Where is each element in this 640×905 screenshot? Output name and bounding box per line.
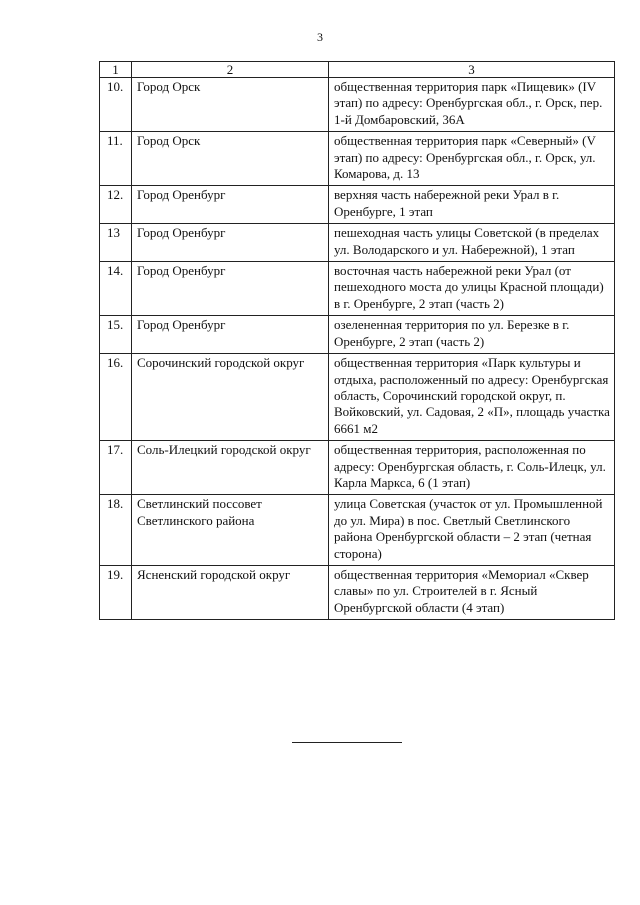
page-number: 3 [317,30,323,44]
row-object: общественная территория «Мемориал «Сквер славы» по ул. Строителей в г. Ясный Оренбургской области (4 этап) [329,565,615,619]
row-number: 18. [100,495,132,566]
row-number: 15. [100,316,132,354]
row-municipality: Город Орск [132,78,329,132]
row-municipality: Город Оренбург [132,186,329,224]
row-number: 10. [100,78,132,132]
column-header-object: 3 [329,62,615,78]
row-municipality: Соль-Илецкий городской округ [132,441,329,495]
row-municipality: Светлинский поссовет Светлинского района [132,495,329,566]
table-row [100,78,615,132]
table-row [100,354,615,441]
column-header-municipality: 2 [132,62,329,78]
column-header-number: 1 [100,62,132,78]
row-object: пешеходная часть улицы Советской (в пределах ул. Володарского и ул. Набережной), 1 этап [329,224,615,262]
row-object: общественная территория парк «Северный» (V этап) по адресу: Оренбургская обл., г. Орск, ул. Комарова, д. 13 [329,132,615,186]
row-number: 17. [100,441,132,495]
row-number: 16. [100,354,132,441]
row-object: общественная территория «Парк культуры и отдыха, расположенный по адресу: Оренбургская область, Сорочинский городской округ, п. Войковский, ул. Садовая, 2 «П», площадь участка 6661 м2 [329,354,615,441]
row-object: общественная территория парк «Пищевик» (IV этап) по адресу: Оренбургская обл., г. Орск, пер. 1-й Домбаровский, 36А [329,78,615,132]
closing-separator-line [292,742,402,743]
row-number: 11. [100,132,132,186]
row-municipality: Город Оренбург [132,316,329,354]
projects-table [99,61,615,620]
row-object: улица Советская (участок от ул. Промышленной до ул. Мира) в пос. Светлый Светлинского района Оренбургской области – 2 этап (четная сторона) [329,495,615,566]
table-row [100,316,615,354]
row-municipality: Город Оренбург [132,224,329,262]
table-row [100,132,615,186]
row-number: 12. [100,186,132,224]
table-row [100,262,615,316]
table-header-row [100,62,615,78]
row-object: восточная часть набережной реки Урал (от пешеходного моста до улицы Красной площади) в г. Оренбурге, 2 этап (часть 2) [329,262,615,316]
row-municipality: Сорочинский городской округ [132,354,329,441]
table-row [100,186,615,224]
row-municipality: Город Орск [132,132,329,186]
table-row [100,495,615,566]
row-object: озелененная территория по ул. Березке в г. Оренбурге, 2 этап (часть 2) [329,316,615,354]
row-number: 14. [100,262,132,316]
row-municipality: Ясненский городской округ [132,565,329,619]
row-number: 13 [100,224,132,262]
row-number: 19. [100,565,132,619]
table-row [100,224,615,262]
row-object: общественная территория, расположенная по адресу: Оренбургская область, г. Соль-Илецк, ул. Карла Маркса, 6 (1 этап) [329,441,615,495]
table-row [100,441,615,495]
table-row [100,565,615,619]
row-object: верхняя часть набережной реки Урал в г. Оренбурге, 1 этап [329,186,615,224]
row-municipality: Город Оренбург [132,262,329,316]
